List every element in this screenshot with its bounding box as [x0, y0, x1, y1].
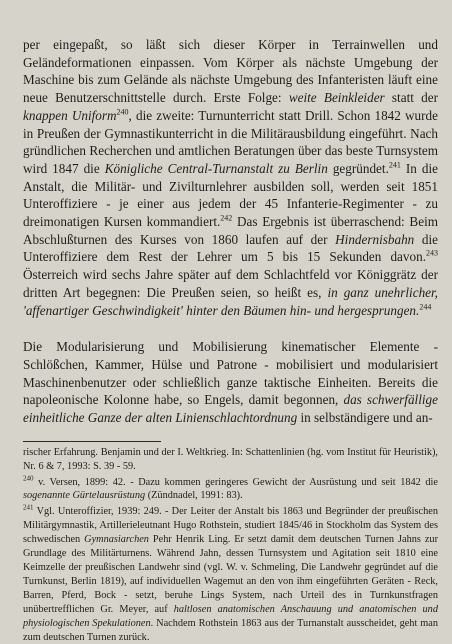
text-run: (Zündnadel, 1991: 83). — [145, 490, 243, 502]
text-run: , die zweite: Turnunterricht statt Drill. Schon 1842 wurde in Preußen der Gymnastikunterricht in die Militärausbildung eingeführt. Nach gründlichen Recherchen und amtlichen Beratungen über das beste Turnsystem wird 1847 die — [23, 107, 438, 176]
italic-run: weite Beinkleider — [288, 90, 385, 106]
footnote-ref: 244 — [419, 302, 432, 312]
italic-run: Gymnasiarchen — [84, 534, 149, 546]
footnote-ref: 243 — [426, 249, 438, 259]
body-text — [23, 36, 438, 427]
italic-run: Hindernisbahn — [335, 231, 415, 247]
text-run: In die Anstalt, die Militär- und Zivilturnlehrer ausbilden soll, werden seit 1851 Unteroffiziere - je einer aus jedem der 45 Infanterie-Regimenter - zu dreimonatigen Kursen kommandiert. — [23, 160, 438, 230]
italic-run: in ganz unehrlicher, 'affenartiger Geschwindigkeit' hinter den Bäumen hin- und hergesprungen. — [23, 284, 438, 318]
footnote-240 — [23, 476, 438, 504]
text-run: . Nachdem Rothstein 1863 aus der Turnanstalt ausscheidet, geht man zum deutschen Turnen zurück. — [23, 617, 438, 643]
text-run: in selbständigere und an- — [297, 410, 433, 426]
text-run: statt der — [384, 90, 438, 106]
footnotes — [23, 446, 438, 644]
text-run: Das Ergebnis ist überraschend: Beim Abschlußturnen des Kurses von 1860 laufen auf der — [23, 214, 438, 247]
text-run: v. Versen, 1899: 42. - Dazu kommen geringeres Gewicht der Ausrüstung und seit 1842 die — [33, 476, 438, 488]
footnote-ref: 241 — [388, 160, 401, 170]
footnote-241 — [23, 505, 438, 644]
text-run: Österreich wird sechs Jahre später auf dem Schlachtfeld vor Königgrätz der dritten Art begegnen: Die Preußen seien, so heißt es, — [23, 267, 438, 300]
text-run: Die Modularisierung und Mobilisierung kinematischer Elemente - Schlößchen, Kammer, Hülse und Patrone - mobilisiert und modularisiert Maschinenbenutzer oder schließlich ganze taktische Einheiten. Bereits die napoleonische Kolonne habe, so Engels, damit begonnen, — [23, 339, 438, 408]
text-run: rischer Erfahrung. Benjamin und der I. Weltkrieg. In: Schattenlinien (hg. vom Institut für Heuristik), Nr. 6 & 7, 1993: S. 39 - 59. — [23, 446, 438, 472]
text-run: Vgl. Unteroffizier, 1939: 249. - Der Leiter der Anstalt bis 1863 und Begründer der preußischen Militärgymnastik, Artillerieleutnant Hugo Rothstein, studiert 1845/46 in Stockholm das System des schwedischen — [23, 506, 438, 546]
footnote-continuation — [23, 446, 438, 474]
footnote-ref: 242 — [220, 213, 233, 223]
italic-run: sogenannte Gürtelausrüstung — [23, 490, 146, 502]
footnote-ref: 241 — [23, 503, 34, 512]
italic-run: das schwerfällige einheitliche Ganze der alten Linienschlachtordnung — [23, 392, 438, 426]
italic-run: haltlosen anatomischen Anschauung und anatomischen und physiologischen Spekulationen — [23, 603, 438, 629]
footnote-ref: 240 — [23, 474, 34, 483]
paragraph-2 — [23, 338, 438, 427]
text-run: Pehr Henrik Ling. Er setzt damit dem deutschen Turnen Jahns zur Grundlage des Militärturnens. Während Jahn, dessen Turnsystem und Agitation seit 1810 eine Keimzelle der preußischen Landwehr sind (vgl. W. v. Schmeling, Die Landwehr gegründet auf die Turnkunst, Berlin 1819), auf individuellen Wagemut an den von ihm eingeführten Geräten - Reck, Barren, Pferd, Bock - setzt, beruhe Lings System, nach Urteil des in Turnkunstfragen unübertrefflichen Gr. Meyer, auf — [23, 534, 438, 615]
italic-run: Königliche Central-Turnanstalt zu Berlin — [104, 160, 328, 176]
footnote-separator — [23, 441, 161, 442]
paragraph-1 — [23, 36, 438, 319]
text-run: gegründet. — [327, 160, 389, 176]
footnote-ref: 240 — [116, 107, 129, 117]
italic-run: knappen Uniform — [23, 107, 117, 123]
text-run: die Unteroffiziere dem Rest der Lehrer um 5 bis 15 Sekunden davon. — [23, 231, 438, 265]
text-run: per eingepaßt, so läßt sich dieser Körper in Terrainwellen und Geländeformationen einpassen. Vom Körper als nächste Umgebung der Maschine bis zum Gelände als nächste Umgebung des Infanteristen läuft eine neue Benutzerschnittstelle durch. Erste Folge: — [23, 37, 438, 106]
